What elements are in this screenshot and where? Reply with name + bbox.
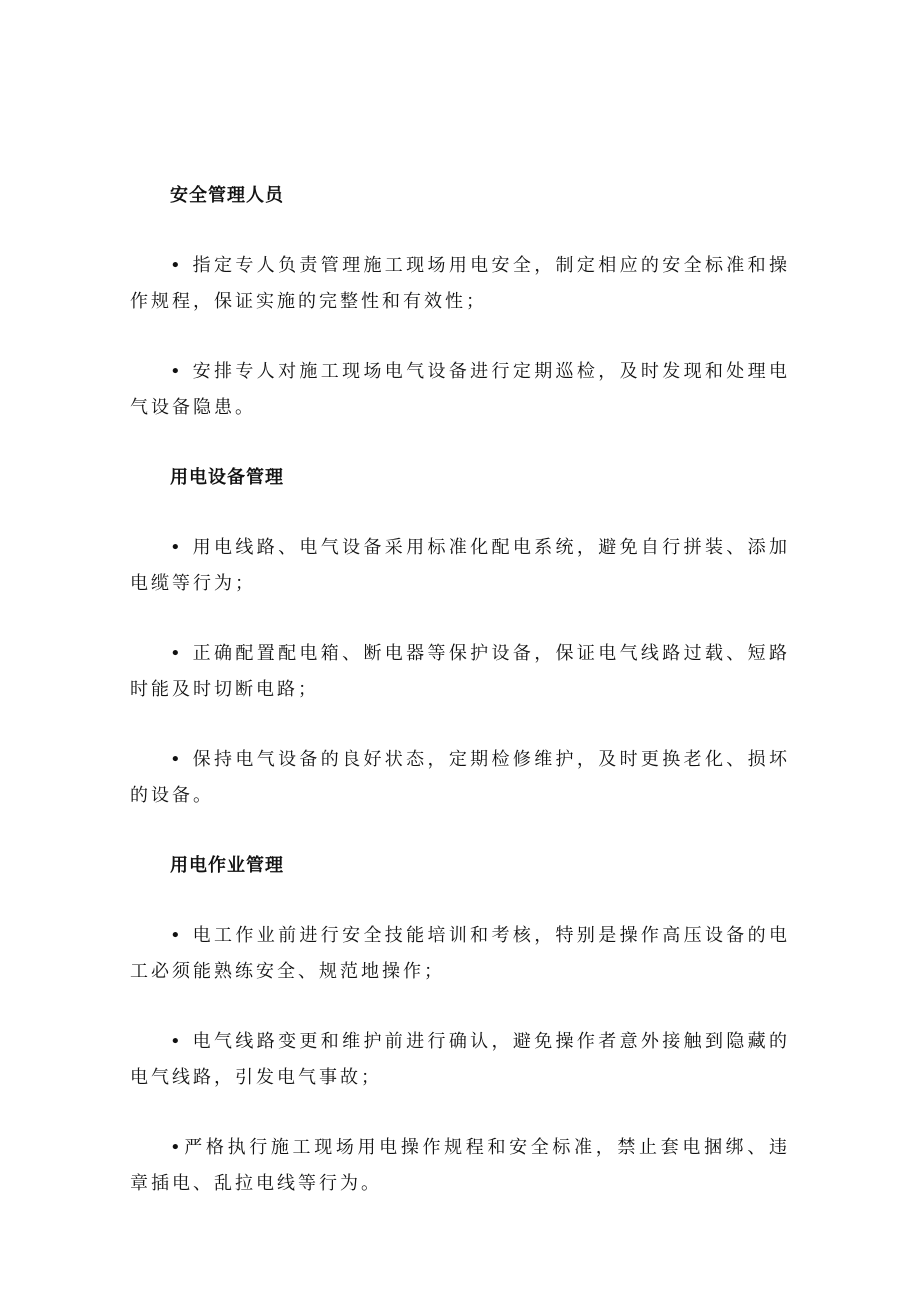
section-heading: 用电设备管理 <box>170 467 284 488</box>
list-item: •严格执行施工现场用电操作规程和安全标准，禁止套电捆绑、违章插电、乱拉电线等行为。 <box>130 1137 790 1194</box>
section-heading: 安全管理人员 <box>170 185 284 206</box>
section-heading: 用电作业管理 <box>170 855 284 876</box>
section-safety-personnel <box>130 178 790 460</box>
list-item: • 电气线路变更和维护前进行确认，避免操作者意外接触到隐藏的电气线路，引发电气事故； <box>130 1031 790 1088</box>
list-item: • 正确配置配电箱、断电器等保护设备，保证电气线路过载、短路时能及时切断电路； <box>130 643 790 700</box>
list-item: • 电工作业前进行安全技能培训和考核，特别是操作高压设备的电工必须能熟练安全、规范地操作； <box>130 925 790 982</box>
list-item: • 保持电气设备的良好状态，定期检修维护，及时更换老化、损坏的设备。 <box>130 749 790 806</box>
list-item: • 用电线路、电气设备采用标准化配电系统，避免自行拼装、添加电缆等行为； <box>130 537 790 594</box>
list-item: • 安排专人对施工现场电气设备进行定期巡检，及时发现和处理电气设备隐患。 <box>130 361 790 418</box>
section-equipment-management <box>130 460 790 848</box>
list-item: • 指定专人负责管理施工现场用电安全，制定相应的安全标准和操作规程，保证实施的完整性和有效性； <box>130 255 790 312</box>
section-operation-management <box>130 848 790 1202</box>
document-content <box>130 178 790 1202</box>
